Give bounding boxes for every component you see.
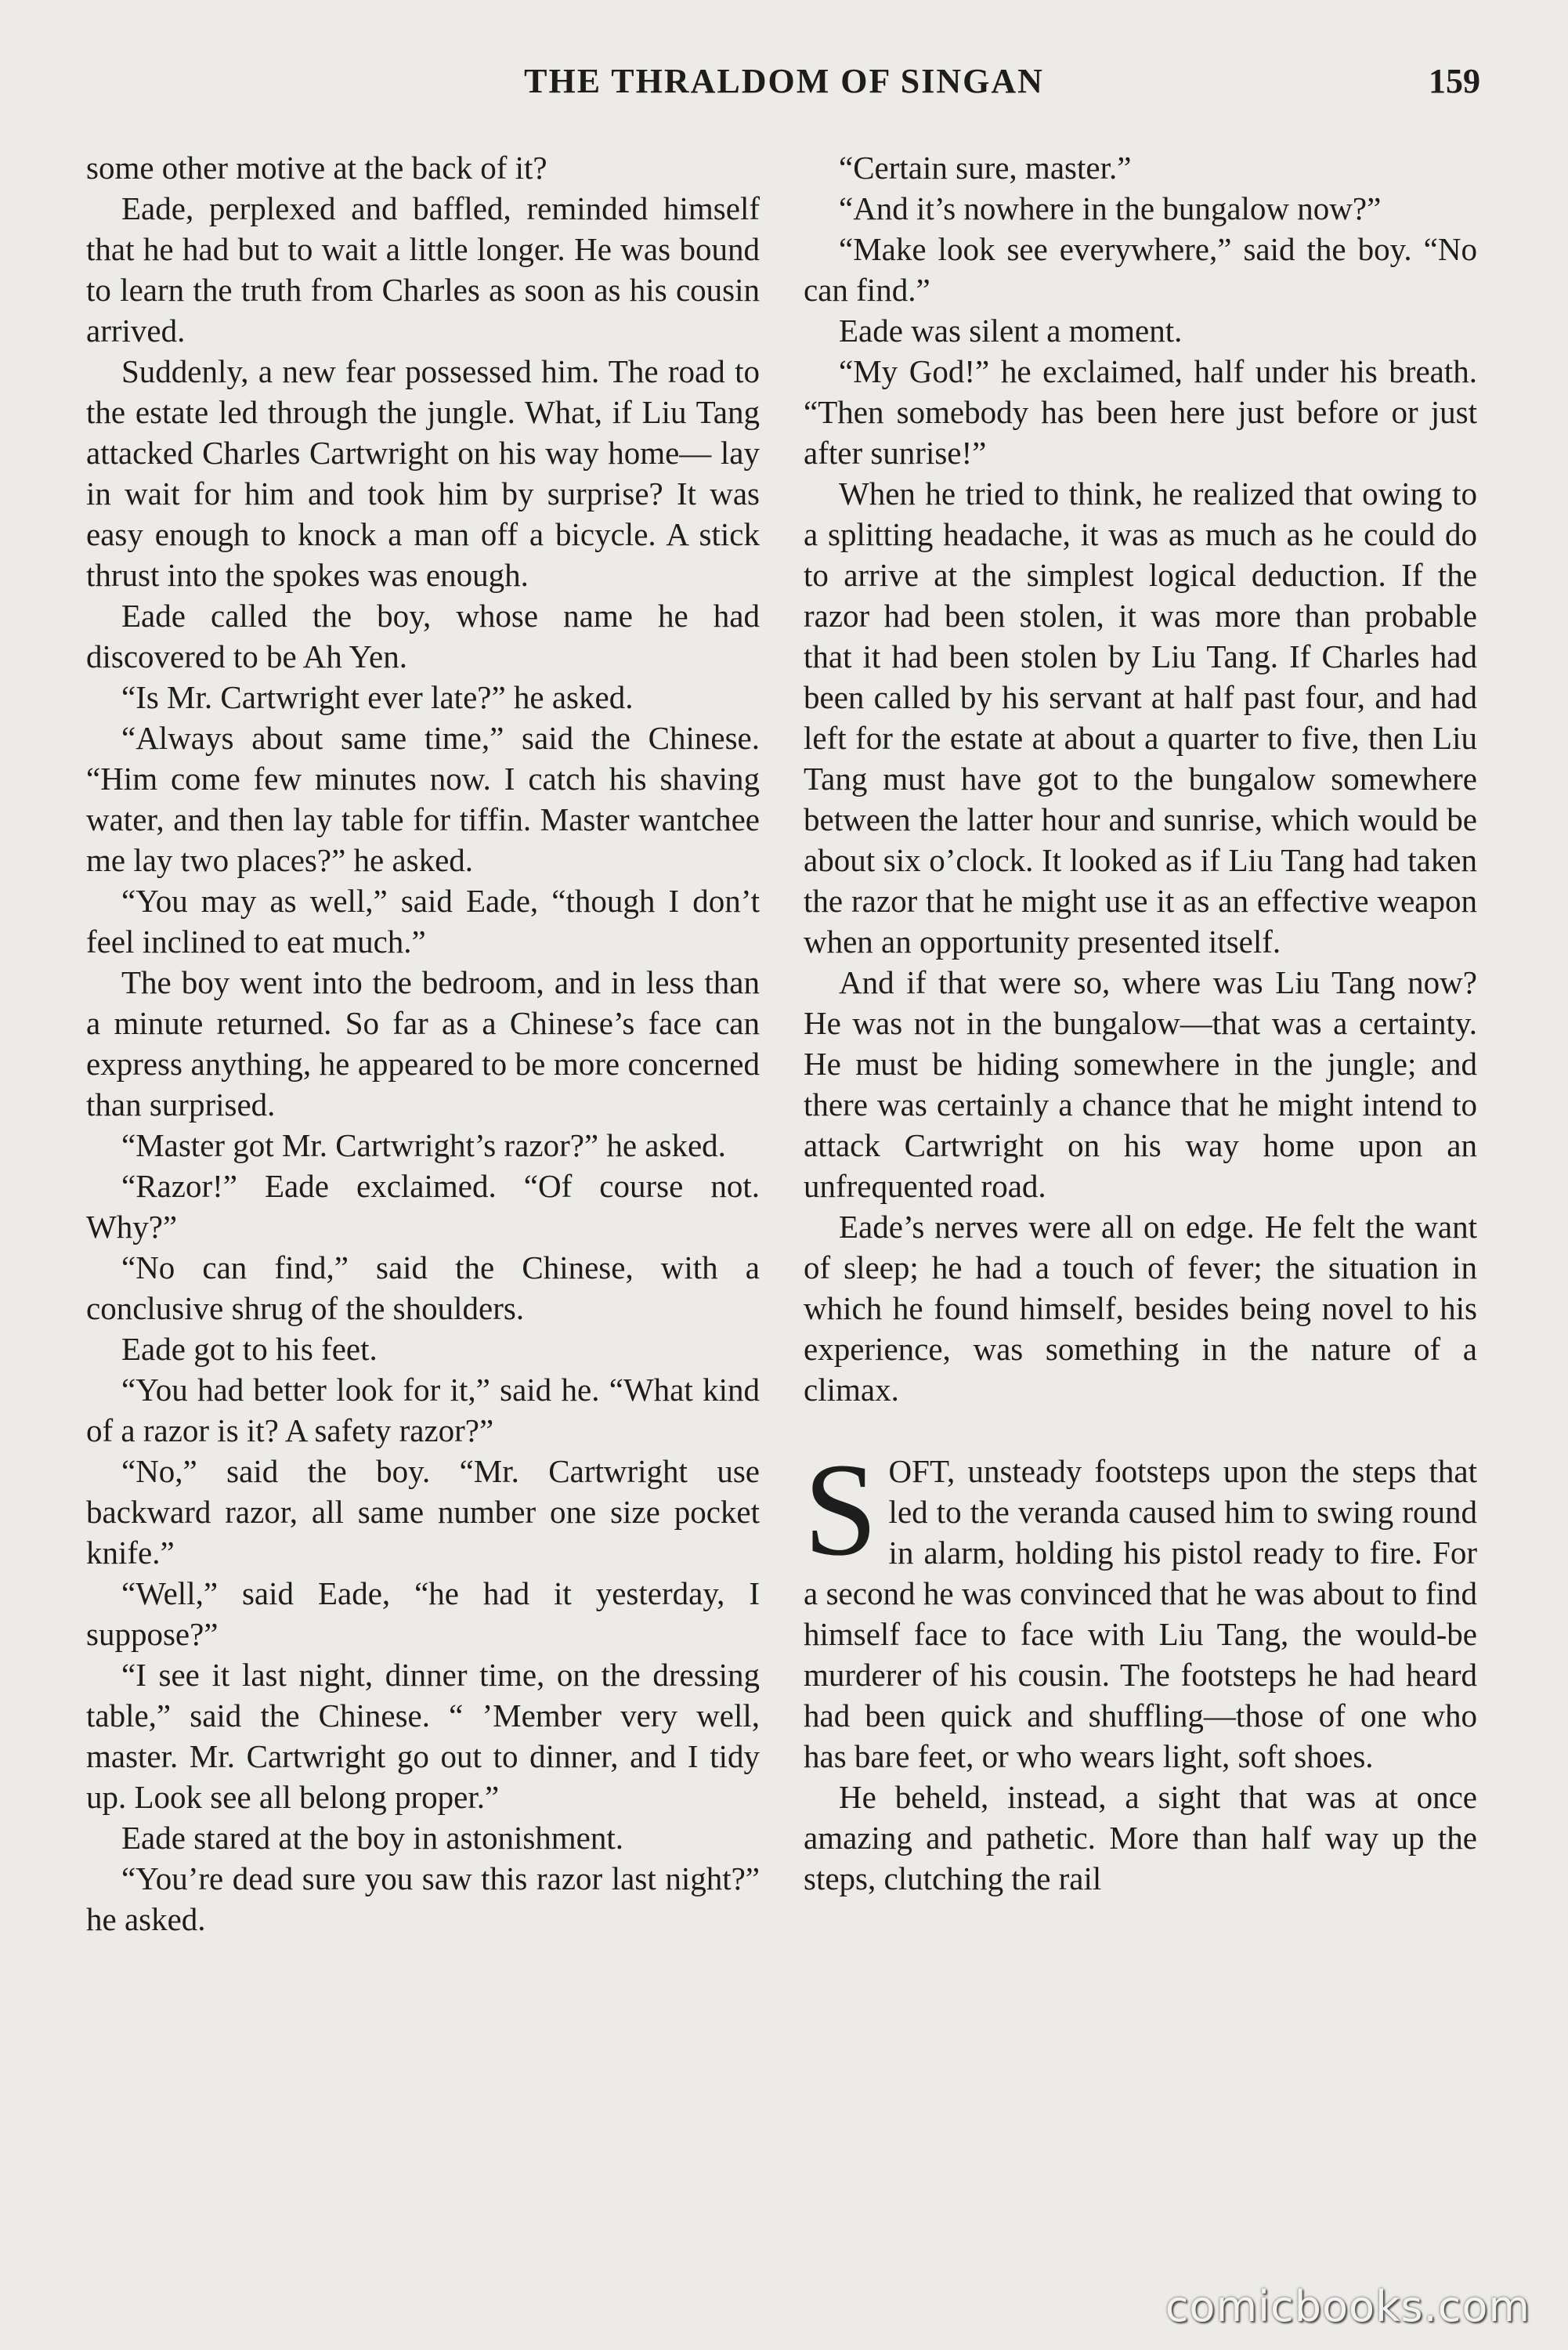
paragraph: “I see it last night, dinner time, on the dressing table,” said the Chinese. “ ’Member very well, master. Mr. Cartwright go out to dinner, and I tidy up. Look see all belong proper.”: [86, 1657, 760, 1815]
watermark: comicbooks.com: [1165, 2282, 1530, 2331]
drop-cap: S: [804, 1436, 878, 1583]
paragraph: “Is Mr. Cartwright ever late?” he asked.: [121, 679, 634, 715]
paragraph: “Certain sure, master.”: [839, 150, 1132, 186]
paragraph: Eade stared at the boy in astonishment.: [121, 1820, 624, 1856]
paragraph: Eade was silent a moment.: [839, 313, 1183, 349]
paragraph: “Always about same time,” said the Chinese. “Him come few minutes now. I catch his shaving water, and then lay table for tiffin. Master wantchee me lay two places?” he asked.: [86, 720, 760, 878]
paragraph: “No,” said the boy. “Mr. Cartwright use backward razor, all same number one size pocket knife.”: [86, 1453, 760, 1571]
paragraph: Eade’s nerves were all on edge. He felt the want of sleep; he had a touch of fever; the situation in which he found himself, besides being novel to his experience, was something in the nature of a climax.: [804, 1209, 1477, 1408]
paragraph: “Make look see everywhere,” said the boy. “No can find.”: [804, 231, 1477, 308]
paragraph: When he tried to think, he realized that owing to a splitting headache, it was as much as he could do to arrive at the simplest logical deduction. If the razor had been stolen, it was more than probable that it had been stolen by Liu Tang. If Charles had been called by his servant at half past four, and had left for the estate at about a quarter to five, then Liu Tang must have got to the bungalow somewhere between the latter hour and sunrise, which would be about six o’clock. It looked as if Liu Tang had taken the razor that he might use it as an effective weapon when an opportunity presented itself.: [804, 475, 1477, 960]
paragraph: Eade called the boy, whose name he had discovered to be Ah Yen.: [86, 598, 760, 674]
paragraph: And if that were so, where was Liu Tang now? He was not in the bungalow—that was a certainty. He must be hiding somewhere in the jungle; and there was certainly a chance that he might intend to attack Cartwright on his way home upon an unfrequented road.: [804, 964, 1477, 1204]
paragraph: “You may as well,” said Eade, “though I don’t feel inclined to eat much.”: [86, 883, 760, 960]
paragraph: He beheld, instead, a sight that was at once amazing and pathetic. More than half way up the steps, clutching the rail: [804, 1779, 1477, 1896]
paragraph: “Razor!” Eade exclaimed. “Of course not. Why?”: [86, 1168, 760, 1245]
paragraph: The boy went into the bedroom, and in less than a minute returned. So far as a Chinese’s face can express anything, he appeared to be more concerned than surprised.: [86, 964, 760, 1123]
paragraph: “Master got Mr. Cartwright’s razor?” he asked.: [121, 1127, 726, 1163]
section-break: [804, 1410, 1477, 1451]
running-title: THE THRALDOM OF SINGAN: [524, 62, 1044, 100]
paragraph: Suddenly, a new fear possessed him. The road to the estate led through the jungle. What, if Liu Tang attacked Charles Cartwright on his way home— lay in wait for him and took him by surprise? It was easy enough to knock a man off a bicycle. A stick thrust into the spokes was enough.: [86, 353, 760, 593]
paragraph: Eade, perplexed and baffled, reminded himself that he had but to wait a little longer. He was bound to learn the truth from Charles as soon as his cousin arrived.: [86, 190, 760, 349]
section-opening-paragraph: [804, 1436, 1477, 1777]
page-number: 159: [1429, 62, 1480, 100]
paragraph: “You had better look for it,” said he. “What kind of a razor is it? A safety razor?”: [86, 1372, 760, 1448]
drop-cap-paragraph-text: OFT, unsteady footsteps upon the steps that led to the veranda caused him to swing round in alarm, holding his pistol ready to fire. For a second he was convinced that he was about to find himself face to face with Liu Tang, the would-be murderer of his cousin. The footsteps he had heard had been quick and shuffling—those of one who has bare feet, or who wears light, soft shoes.: [804, 1453, 1477, 1774]
right-column: [804, 147, 1477, 1899]
paragraph: Eade got to his feet.: [121, 1331, 378, 1367]
paragraph: “My God!” he exclaimed, half under his breath. “Then somebody has been here just before or just after sunrise!”: [804, 353, 1477, 471]
paragraph: “And it’s nowhere in the bungalow now?”: [839, 190, 1382, 226]
running-head: [0, 61, 1568, 116]
left-column: [86, 147, 760, 1940]
paragraph: some other motive at the back of it?: [86, 150, 547, 186]
paragraph: “You’re dead sure you saw this razor last night?” he asked.: [86, 1860, 760, 1937]
paragraph: “Well,” said Eade, “he had it yesterday, I suppose?”: [86, 1575, 760, 1652]
paragraph: “No can find,” said the Chinese, with a conclusive shrug of the shoulders.: [86, 1249, 760, 1326]
